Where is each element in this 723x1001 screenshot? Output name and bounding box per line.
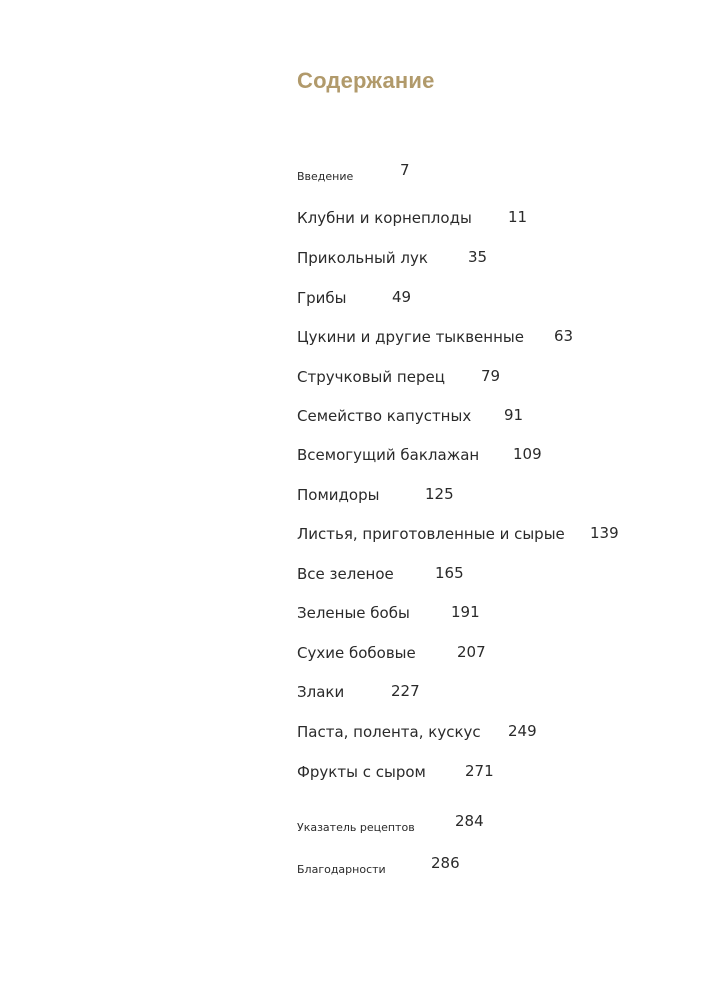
toc-entry-page: 207 xyxy=(457,643,486,661)
toc-entry-page: 125 xyxy=(425,485,454,503)
toc-entry-label: Введение xyxy=(297,170,354,183)
toc-entry-page: 191 xyxy=(451,603,480,621)
toc-entry-label: Семейство капустных xyxy=(297,407,472,425)
toc-entry-page: 109 xyxy=(513,445,542,463)
toc-entry-page: 63 xyxy=(554,327,574,345)
toc-entry-label: Прикольный лук xyxy=(297,249,428,267)
toc-entry-eggplant[interactable] xyxy=(297,445,542,464)
toc-entry-label: Злаки xyxy=(297,683,345,701)
toc-entry-page: 7 xyxy=(400,161,410,179)
toc-entry-tubers[interactable] xyxy=(297,208,528,227)
toc-entry-label: Помидоры xyxy=(297,486,380,504)
toc-entry-label: Зеленые бобы xyxy=(297,604,410,622)
toc-entry-dry-legumes[interactable] xyxy=(297,643,486,662)
toc-entry-grains[interactable] xyxy=(297,682,420,701)
toc-entry-label: Указатель рецептов xyxy=(297,821,415,834)
toc-entry-page: 35 xyxy=(468,248,488,266)
toc-entry-label: Фрукты с сыром xyxy=(297,763,426,781)
toc-entry-label: Паста, полента, кускус xyxy=(297,723,481,741)
toc-entry-page: 271 xyxy=(465,762,494,780)
toc-entry-intro[interactable] xyxy=(297,161,410,184)
toc-entry-onion[interactable] xyxy=(297,248,488,267)
toc-entry-page: 286 xyxy=(431,854,460,872)
toc-entry-page: 91 xyxy=(504,406,524,424)
toc-entry-cabbage[interactable] xyxy=(297,406,524,425)
toc-entry-page: 227 xyxy=(391,682,420,700)
toc-entry-recipe-index[interactable] xyxy=(297,812,484,835)
toc-entry-green-beans[interactable] xyxy=(297,603,480,622)
toc-entry-tomatoes[interactable] xyxy=(297,485,454,504)
toc-entry-label: Всемогущий баклажан xyxy=(297,446,480,464)
toc-entry-peppers[interactable] xyxy=(297,367,501,386)
toc-entry-mushrooms[interactable] xyxy=(297,288,412,307)
toc-entry-label: Цукини и другие тыквенные xyxy=(297,328,524,346)
toc-entry-acknowledgements[interactable] xyxy=(297,854,460,877)
toc-entry-leaves[interactable] xyxy=(297,524,619,543)
toc-entry-page: 165 xyxy=(435,564,464,582)
toc-entry-label: Клубни и корнеплоды xyxy=(297,209,472,227)
toc-entry-label: Сухие бобовые xyxy=(297,644,416,662)
toc-entry-zucchini[interactable] xyxy=(297,327,574,346)
toc-entry-page: 79 xyxy=(481,367,501,385)
toc-entry-page: 284 xyxy=(455,812,484,830)
toc-entry-label: Все зеленое xyxy=(297,565,394,583)
toc-entry-greens[interactable] xyxy=(297,564,464,583)
toc-entry-label: Благодарности xyxy=(297,863,386,876)
page-title: Содержание xyxy=(297,68,435,93)
toc-entry-label: Листья, приготовленные и сырые xyxy=(297,525,565,543)
toc-entry-page: 49 xyxy=(392,288,412,306)
toc-entry-page: 11 xyxy=(508,208,528,226)
toc-entry-page: 249 xyxy=(508,722,537,740)
toc-entry-fruit-cheese[interactable] xyxy=(297,762,494,781)
toc-entry-label: Грибы xyxy=(297,289,347,307)
toc-entry-pasta[interactable] xyxy=(297,722,537,741)
toc-entry-page: 139 xyxy=(590,524,619,542)
toc-entry-label: Стручковый перец xyxy=(297,368,445,386)
